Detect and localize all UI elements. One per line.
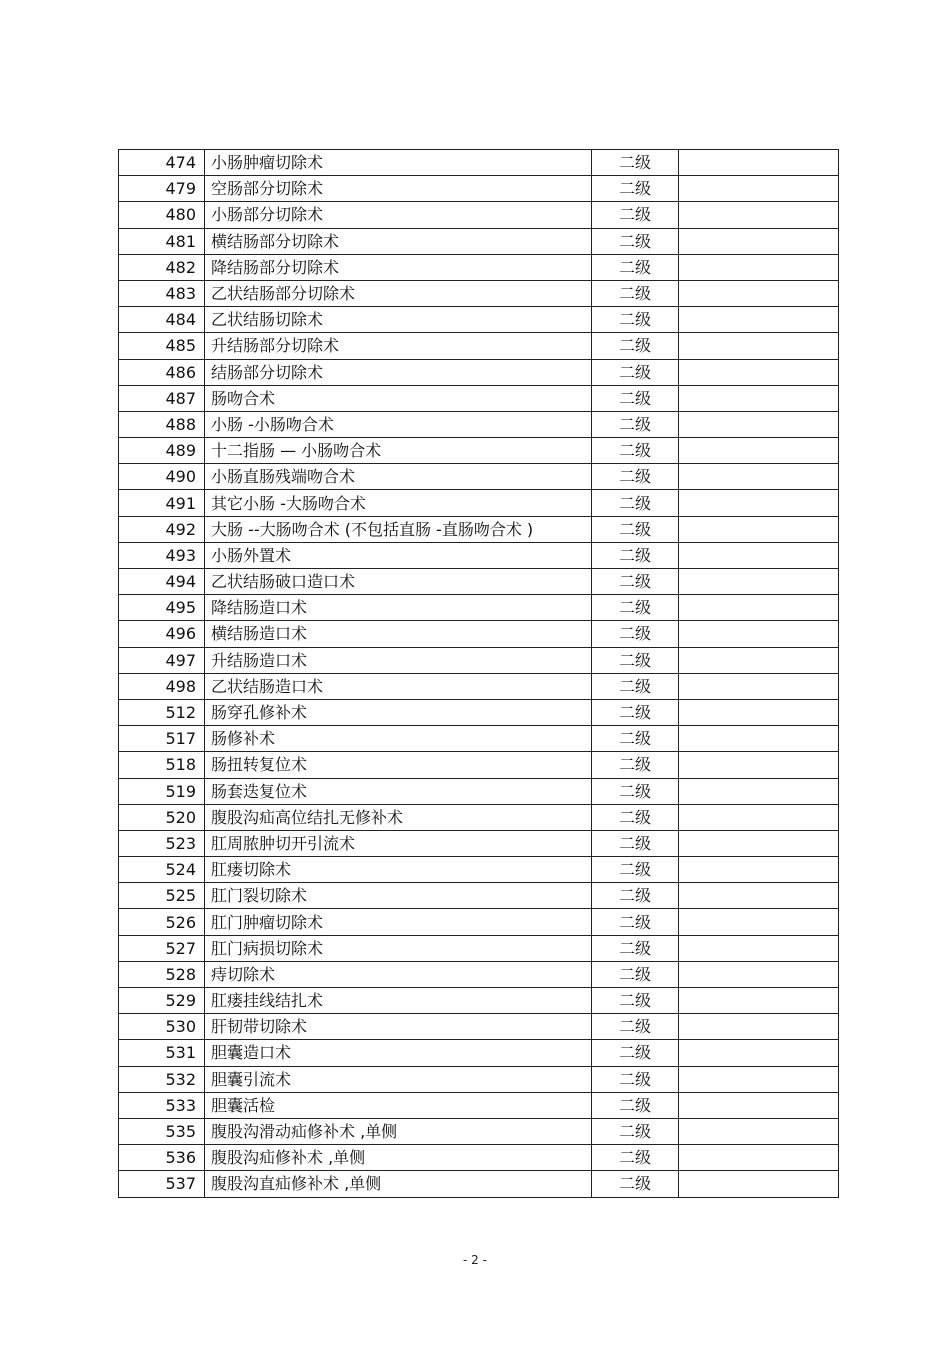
row-number: 519 <box>119 778 205 804</box>
surgery-level: 二级 <box>592 647 679 673</box>
surgery-name: 降结肠造口术 <box>205 595 592 621</box>
row-number: 489 <box>119 438 205 464</box>
surgery-name: 胆囊活检 <box>205 1092 592 1118</box>
row-number: 536 <box>119 1145 205 1171</box>
table-row <box>119 202 839 228</box>
surgery-name: 肛门肿瘤切除术 <box>205 909 592 935</box>
surgery-level: 二级 <box>592 490 679 516</box>
surgery-name: 小肠部分切除术 <box>205 202 592 228</box>
surgery-name: 肛门病损切除术 <box>205 935 592 961</box>
surgery-name: 腹股沟疝高位结扎无修补术 <box>205 804 592 830</box>
surgery-name: 十二指肠 — 小肠吻合术 <box>205 438 592 464</box>
note-cell <box>679 752 839 778</box>
surgery-name: 升结肠部分切除术 <box>205 333 592 359</box>
table-row <box>119 726 839 752</box>
note-cell <box>679 176 839 202</box>
table-row <box>119 988 839 1014</box>
surgery-level: 二级 <box>592 883 679 909</box>
surgery-name: 乙状结肠破口造口术 <box>205 569 592 595</box>
row-number: 520 <box>119 804 205 830</box>
surgery-name: 其它小肠 -大肠吻合术 <box>205 490 592 516</box>
surgery-level: 二级 <box>592 778 679 804</box>
table-row <box>119 961 839 987</box>
table-row <box>119 1145 839 1171</box>
note-cell <box>679 909 839 935</box>
surgery-name: 腹股沟疝修补术 ,单侧 <box>205 1145 592 1171</box>
row-number: 494 <box>119 569 205 595</box>
surgery-level: 二级 <box>592 176 679 202</box>
table-row <box>119 411 839 437</box>
note-cell <box>679 464 839 490</box>
table-row <box>119 150 839 176</box>
note-cell <box>679 307 839 333</box>
note-cell <box>679 1171 839 1197</box>
row-number: 486 <box>119 359 205 385</box>
table-row <box>119 673 839 699</box>
surgery-level: 二级 <box>592 621 679 647</box>
surgery-level: 二级 <box>592 857 679 883</box>
surgery-level: 二级 <box>592 150 679 176</box>
row-number: 529 <box>119 988 205 1014</box>
note-cell <box>679 673 839 699</box>
table-row <box>119 778 839 804</box>
surgery-level: 二级 <box>592 726 679 752</box>
table-row <box>119 254 839 280</box>
surgery-name: 腹股沟滑动疝修补术 ,单侧 <box>205 1118 592 1144</box>
row-number: 531 <box>119 1040 205 1066</box>
note-cell <box>679 569 839 595</box>
row-number: 527 <box>119 935 205 961</box>
surgery-name: 降结肠部分切除术 <box>205 254 592 280</box>
note-cell <box>679 438 839 464</box>
surgery-name: 胆囊造口术 <box>205 1040 592 1066</box>
note-cell <box>679 542 839 568</box>
surgery-name: 小肠外置术 <box>205 542 592 568</box>
note-cell <box>679 883 839 909</box>
surgery-level: 二级 <box>592 202 679 228</box>
table-row <box>119 516 839 542</box>
table-row <box>119 359 839 385</box>
row-number: 524 <box>119 857 205 883</box>
table-row <box>119 280 839 306</box>
table-row <box>119 1040 839 1066</box>
surgery-name: 小肠直肠残端吻合术 <box>205 464 592 490</box>
row-number: 517 <box>119 726 205 752</box>
table-row <box>119 176 839 202</box>
table-row <box>119 935 839 961</box>
table-row <box>119 699 839 725</box>
table-row <box>119 595 839 621</box>
note-cell <box>679 935 839 961</box>
row-number: 484 <box>119 307 205 333</box>
table-body <box>119 150 839 1198</box>
row-number: 530 <box>119 1014 205 1040</box>
row-number: 480 <box>119 202 205 228</box>
note-cell <box>679 699 839 725</box>
surgery-name: 肠穿孔修补术 <box>205 699 592 725</box>
surgery-level: 二级 <box>592 988 679 1014</box>
table-row <box>119 438 839 464</box>
note-cell <box>679 385 839 411</box>
surgery-name: 乙状结肠部分切除术 <box>205 280 592 306</box>
surgery-level: 二级 <box>592 804 679 830</box>
surgery-name: 肛瘘切除术 <box>205 857 592 883</box>
surgery-name: 横结肠造口术 <box>205 621 592 647</box>
row-number: 496 <box>119 621 205 647</box>
surgery-level: 二级 <box>592 1014 679 1040</box>
surgery-level: 二级 <box>592 1092 679 1118</box>
note-cell <box>679 254 839 280</box>
row-number: 497 <box>119 647 205 673</box>
table-row <box>119 752 839 778</box>
note-cell <box>679 1014 839 1040</box>
note-cell <box>679 411 839 437</box>
surgery-name: 腹股沟直疝修补术 ,单侧 <box>205 1171 592 1197</box>
row-number: 532 <box>119 1066 205 1092</box>
table-row <box>119 542 839 568</box>
note-cell <box>679 280 839 306</box>
row-number: 535 <box>119 1118 205 1144</box>
table-row <box>119 1066 839 1092</box>
surgery-name: 横结肠部分切除术 <box>205 228 592 254</box>
surgery-level: 二级 <box>592 464 679 490</box>
note-cell <box>679 647 839 673</box>
note-cell <box>679 516 839 542</box>
note-cell <box>679 621 839 647</box>
table-row <box>119 307 839 333</box>
table-row <box>119 490 839 516</box>
note-cell <box>679 1066 839 1092</box>
surgery-level: 二级 <box>592 1118 679 1144</box>
surgery-level: 二级 <box>592 935 679 961</box>
row-number: 498 <box>119 673 205 699</box>
table-row <box>119 647 839 673</box>
table-row <box>119 1014 839 1040</box>
note-cell <box>679 778 839 804</box>
surgery-level: 二级 <box>592 333 679 359</box>
surgery-level: 二级 <box>592 280 679 306</box>
surgery-level: 二级 <box>592 307 679 333</box>
surgery-name: 乙状结肠切除术 <box>205 307 592 333</box>
surgery-name: 空肠部分切除术 <box>205 176 592 202</box>
surgery-level: 二级 <box>592 228 679 254</box>
surgery-name: 小肠 -小肠吻合术 <box>205 411 592 437</box>
table-row <box>119 909 839 935</box>
note-cell <box>679 1118 839 1144</box>
surgery-level: 二级 <box>592 595 679 621</box>
note-cell <box>679 988 839 1014</box>
row-number: 523 <box>119 830 205 856</box>
row-number: 485 <box>119 333 205 359</box>
note-cell <box>679 726 839 752</box>
row-number: 474 <box>119 150 205 176</box>
surgery-table <box>118 149 839 1198</box>
note-cell <box>679 857 839 883</box>
row-number: 495 <box>119 595 205 621</box>
table-row <box>119 804 839 830</box>
surgery-level: 二级 <box>592 1066 679 1092</box>
surgery-level: 二级 <box>592 411 679 437</box>
note-cell <box>679 1145 839 1171</box>
row-number: 482 <box>119 254 205 280</box>
row-number: 488 <box>119 411 205 437</box>
surgery-level: 二级 <box>592 542 679 568</box>
note-cell <box>679 595 839 621</box>
table-row <box>119 830 839 856</box>
surgery-name: 肠吻合术 <box>205 385 592 411</box>
table-row <box>119 883 839 909</box>
surgery-name: 肝韧带切除术 <box>205 1014 592 1040</box>
surgery-name: 升结肠造口术 <box>205 647 592 673</box>
row-number: 518 <box>119 752 205 778</box>
surgery-name: 肛门裂切除术 <box>205 883 592 909</box>
surgery-level: 二级 <box>592 516 679 542</box>
surgery-level: 二级 <box>592 909 679 935</box>
note-cell <box>679 804 839 830</box>
note-cell <box>679 359 839 385</box>
surgery-level: 二级 <box>592 961 679 987</box>
page-number: - 2 - <box>463 1253 487 1267</box>
row-number: 483 <box>119 280 205 306</box>
table-row <box>119 1092 839 1118</box>
row-number: 479 <box>119 176 205 202</box>
table-row <box>119 621 839 647</box>
row-number: 491 <box>119 490 205 516</box>
note-cell <box>679 1040 839 1066</box>
surgery-level: 二级 <box>592 569 679 595</box>
note-cell <box>679 830 839 856</box>
note-cell <box>679 228 839 254</box>
row-number: 526 <box>119 909 205 935</box>
surgery-name: 肠修补术 <box>205 726 592 752</box>
note-cell <box>679 1092 839 1118</box>
surgery-level: 二级 <box>592 830 679 856</box>
surgery-name: 结肠部分切除术 <box>205 359 592 385</box>
surgery-name: 乙状结肠造口术 <box>205 673 592 699</box>
note-cell <box>679 150 839 176</box>
row-number: 512 <box>119 699 205 725</box>
row-number: 492 <box>119 516 205 542</box>
surgery-name: 小肠肿瘤切除术 <box>205 150 592 176</box>
surgery-level: 二级 <box>592 254 679 280</box>
row-number: 481 <box>119 228 205 254</box>
row-number: 533 <box>119 1092 205 1118</box>
row-number: 487 <box>119 385 205 411</box>
surgery-name: 痔切除术 <box>205 961 592 987</box>
surgery-level: 二级 <box>592 359 679 385</box>
row-number: 490 <box>119 464 205 490</box>
surgery-level: 二级 <box>592 1040 679 1066</box>
surgery-level: 二级 <box>592 385 679 411</box>
note-cell <box>679 961 839 987</box>
surgery-name: 肠套迭复位术 <box>205 778 592 804</box>
surgery-name: 肛瘘挂线结扎术 <box>205 988 592 1014</box>
row-number: 525 <box>119 883 205 909</box>
surgery-name: 肠扭转复位术 <box>205 752 592 778</box>
table-row <box>119 857 839 883</box>
table-row <box>119 228 839 254</box>
row-number: 493 <box>119 542 205 568</box>
table-row <box>119 464 839 490</box>
table-row <box>119 569 839 595</box>
surgery-name: 胆囊引流术 <box>205 1066 592 1092</box>
surgery-level: 二级 <box>592 438 679 464</box>
note-cell <box>679 490 839 516</box>
note-cell <box>679 333 839 359</box>
surgery-name: 肛周脓肿切开引流术 <box>205 830 592 856</box>
surgery-level: 二级 <box>592 673 679 699</box>
surgery-level: 二级 <box>592 699 679 725</box>
surgery-name: 大肠 --大肠吻合术 (不包括直肠 -直肠吻合术 ) <box>205 516 592 542</box>
table-row <box>119 333 839 359</box>
table-row <box>119 1171 839 1197</box>
row-number: 537 <box>119 1171 205 1197</box>
note-cell <box>679 202 839 228</box>
surgery-level: 二级 <box>592 1171 679 1197</box>
table-row <box>119 1118 839 1144</box>
surgery-level: 二级 <box>592 752 679 778</box>
surgery-level: 二级 <box>592 1145 679 1171</box>
row-number: 528 <box>119 961 205 987</box>
table-row <box>119 385 839 411</box>
